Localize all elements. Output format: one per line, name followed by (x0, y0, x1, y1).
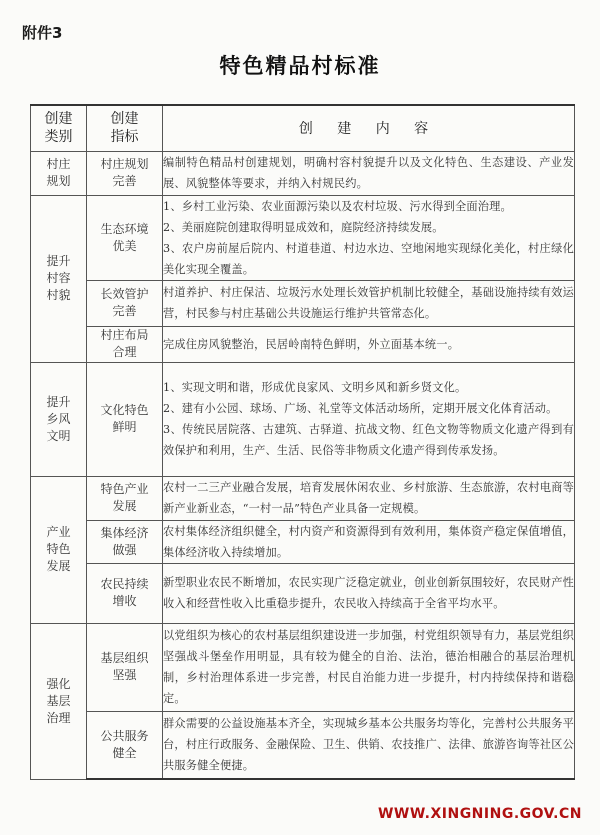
table-row (31, 280, 575, 326)
content-cell (163, 326, 575, 362)
page-title: 特色精品村标准 (219, 54, 381, 78)
indicator-label: 公共服务 健全 (100, 728, 149, 760)
content-line: 2、建有小公园、球场、广场、礼堂等文体活动场所，定期开展文化体育活动。 (163, 402, 558, 415)
indicator-label: 特色产业 发展 (100, 482, 149, 513)
indicator-label: 农民持续 增收 (100, 577, 149, 608)
table-row (31, 476, 575, 520)
content-line: 以党组织为核心的农村基层组织建设进一步加强，村党组织领导有力，基层党组织坚强战斗堡垒作用明显，具有较为健全的自治、法治，德治相融合的基层治理机制，乡村治理体系进一步完善，村民自治能力进一步提升，村内持续保持和谐稳定。 (163, 629, 574, 705)
content-line: 2、美丽庭院创建取得明显成效和，庭院经济持续发展。 (163, 220, 444, 234)
indicator-label: 基层组织 坚强 (100, 651, 149, 682)
content-line: 完成住房风貌整治，民居岭南特色鲜明，外立面基本统一。 (163, 337, 460, 351)
header-category: 创建 类别 (31, 105, 87, 151)
content-cell (163, 711, 575, 779)
content-cell (163, 362, 575, 476)
table-row (31, 711, 575, 779)
content-line: 3、传统民居院落、古建筑、古驿道、抗战文物、红色文物等物质文化遗产得到有效保护和利用，生产、生活、民俗等非物质文化遗产得到传承发扬。 (163, 423, 574, 457)
table-header-row (31, 105, 575, 151)
content-cell (163, 623, 575, 711)
indicator-cell (87, 476, 163, 520)
indicator-cell (87, 711, 163, 779)
indicator-cell (87, 563, 163, 623)
indicator-label: 长效管护 完善 (100, 287, 149, 318)
table-row (31, 623, 575, 711)
category-label: 产业 特色 发展 (46, 525, 71, 573)
content-line: 农村集体经济组织健全，村内资产和资源得到有效利用，集体资产稳定保值增值，集体经济收入持续增加。 (163, 524, 574, 559)
indicator-cell (87, 326, 163, 362)
category-label: 村庄 规划 (46, 157, 71, 188)
indicator-cell (87, 623, 163, 711)
content-line: 村道养护、村庄保洁、垃圾污水处理长效管护机制比较健全，基础设施持续有效运营，村民参与村庄基础公共设施运行维护共管常态化。 (163, 286, 574, 320)
category-label: 强化 基层 治理 (46, 676, 71, 725)
category-cell (31, 195, 87, 362)
indicator-label: 村庄布局 合理 (100, 328, 149, 359)
content-cell (163, 195, 575, 280)
indicator-cell (87, 195, 163, 280)
content-cell (163, 563, 575, 623)
standards-table (30, 104, 575, 780)
content-line: 编制特色精品村创建规划，明确村容村貌提升以及文化特色、生态建设、产业发展、风貌整体等要求，并纳入村规民约。 (163, 156, 574, 190)
content-line: 农村一二三产业融合发展，培育发展休闲农业、乡村旅游、生态旅游，农村电商等新产业新业态，“一村一品”特色产业具备一定规模。 (163, 481, 574, 515)
indicator-label: 生态环境 优美 (100, 221, 149, 253)
website-watermark: WWW.XINGNING.GOV.CN (377, 806, 582, 822)
header-indicator: 创建 指标 (87, 105, 163, 151)
content-line: 1、乡村工业污染、农业面源污染以及农村垃圾、污水得到全面治理。 (163, 199, 512, 213)
category-label: 提升 村容 村貌 (46, 254, 71, 302)
indicator-label: 文化特色 鲜明 (100, 403, 149, 434)
content-cell (163, 476, 575, 520)
annex-label: 附件3 (22, 24, 63, 42)
indicator-label: 集体经济 做强 (100, 525, 149, 557)
content-cell (163, 151, 575, 195)
content-cell (163, 280, 575, 326)
indicator-cell (87, 362, 163, 476)
content-line: 群众需要的公益设施基本齐全，实现城乡基本公共服务均等化，完善村公共服务平台，村庄行政服务、金融保险、卫生、供销、农技推广、法律、旅游咨询等社区公共服务健全便捷。 (163, 717, 574, 773)
indicator-cell (87, 520, 163, 563)
header-content: 创 建 内 容 (163, 105, 575, 151)
category-label: 提升 乡风 文明 (46, 394, 71, 443)
category-cell (31, 362, 87, 476)
content-line: 新型职业农民不断增加，农民实现广泛稳定就业，创业创新氛围较好，农民财产性收入和经营性收入比重稳步提升，农民收入持续高于全省平均水平。 (163, 576, 574, 610)
content-line: 3、农户房前屋后院内、村道巷道、村边水边、空地闲地实现绿化美化，村庄绿化美化实现全覆盖。 (163, 241, 574, 276)
table-row (31, 563, 575, 623)
table-row (31, 151, 575, 195)
content-line: 1、实现文明和谐，形成优良家风、文明乡风和新乡贤文化。 (163, 381, 467, 394)
table-row (31, 520, 575, 563)
table-row (31, 362, 575, 476)
table-row (31, 195, 575, 280)
indicator-label: 村庄规划 完善 (100, 157, 149, 188)
content-cell (163, 520, 575, 563)
category-cell (31, 623, 87, 779)
category-cell (31, 151, 87, 195)
table-row (31, 326, 575, 362)
category-cell (31, 476, 87, 623)
indicator-cell (87, 151, 163, 195)
indicator-cell (87, 280, 163, 326)
